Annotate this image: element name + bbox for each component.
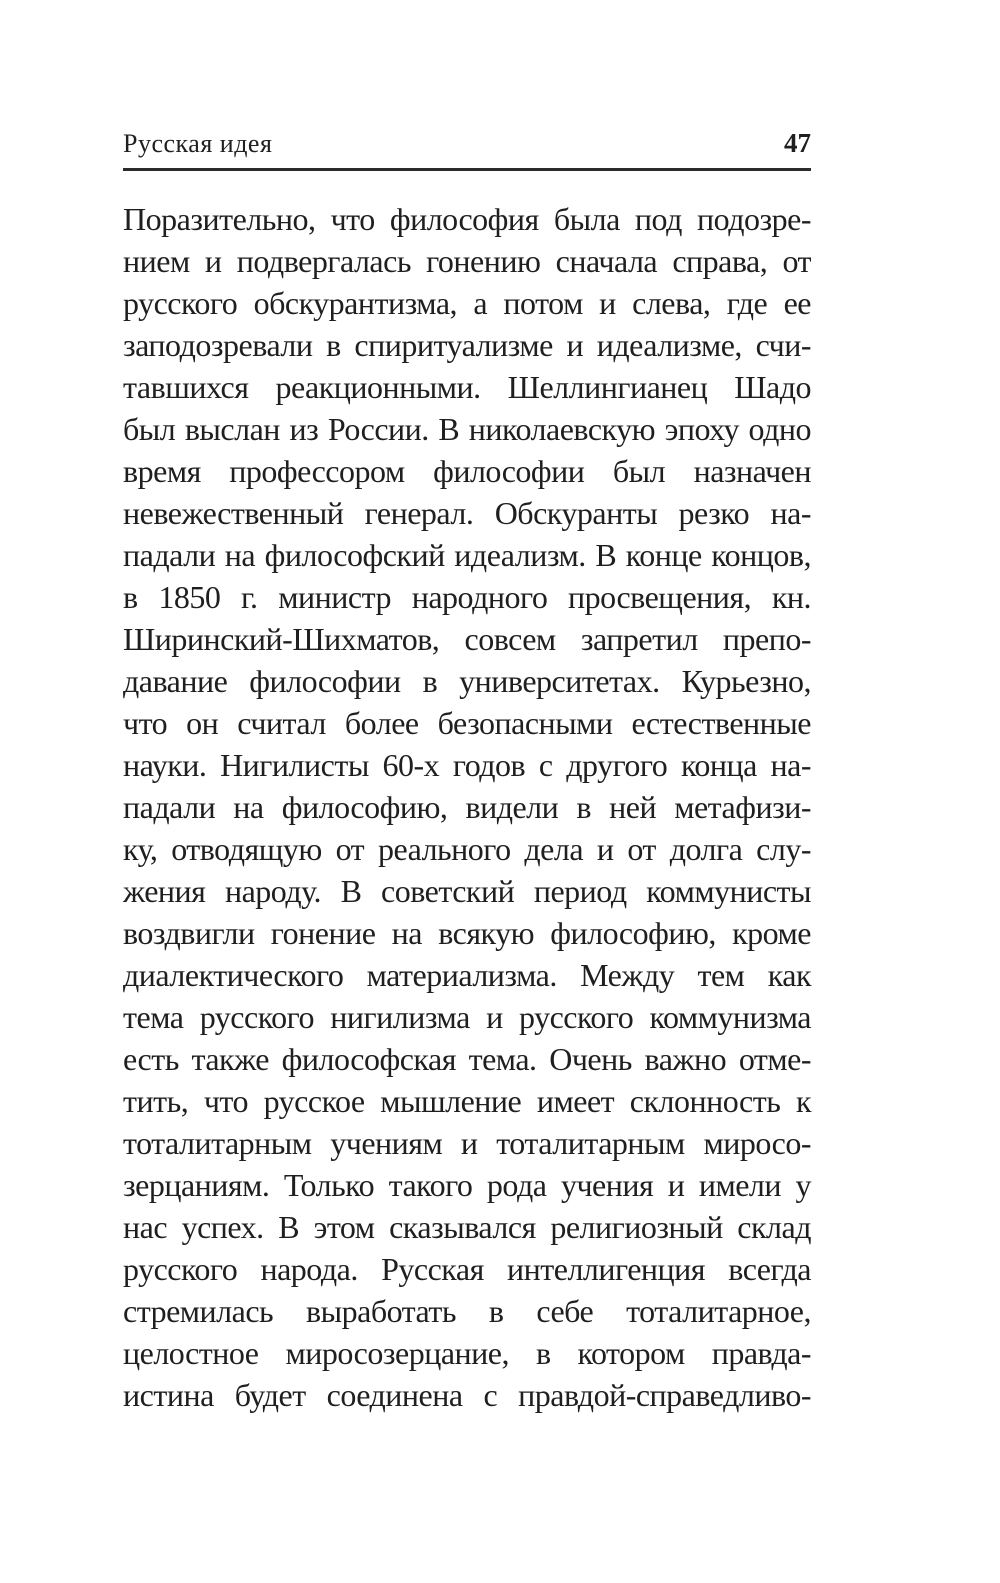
- text-line: невежественный генерал. Обскуранты резко на-: [123, 495, 811, 531]
- text-line: тоталитарным учениям и тоталитарным миросо-: [123, 1125, 811, 1161]
- page-number: 47: [784, 128, 811, 158]
- text-line: целостное миросозерцание, в котором правда-: [123, 1335, 811, 1371]
- text-line: тема русского нигилизма и русского коммунизма: [123, 999, 811, 1035]
- text-line: заподозревали в спиритуализме и идеализме, счи-: [123, 327, 811, 363]
- text-line: зерцаниям. Только такого рода учения и имели у: [123, 1167, 811, 1203]
- text-column: [123, 198, 811, 1416]
- text-line: русского обскурантизма, а потом и слева, где ее: [123, 285, 811, 321]
- text-line: Поразительно, что философия была под подозре-: [123, 201, 811, 237]
- text-line: нас успех. В этом сказывался религиозный склад: [123, 1209, 811, 1245]
- text-line: русского народа. Русская интеллигенция всегда: [123, 1251, 811, 1287]
- text-line: был выслан из России. В николаевскую эпоху одно: [123, 411, 811, 447]
- running-title: Русская идея: [123, 129, 273, 158]
- text-line: науки. Нигилисты 60-х годов с другого конца на-: [123, 747, 811, 783]
- text-line: время профессором философии был назначен: [123, 453, 811, 489]
- text-line: падали на философию, видели в ней метафизи-: [123, 789, 811, 825]
- text-line: Ширинский-Шихматов, совсем запретил препо-: [123, 621, 811, 657]
- text-line: тить, что русское мышление имеет склонность к: [123, 1083, 811, 1119]
- text-line: воздвигли гонение на всякую философию, кроме: [123, 915, 811, 951]
- text-line: в 1850 г. министр народного просвещения, кн.: [123, 579, 811, 615]
- text-line: истина будет соединена с правдой-справедливо-: [123, 1377, 811, 1413]
- text-line: тавшихся реакционными. Шеллингианец Шадо: [123, 369, 811, 405]
- text-line: что он считал более безопасными естественные: [123, 705, 811, 741]
- running-header: [123, 128, 811, 171]
- text-line: нием и подвергалась гонению сначала справа, от: [123, 243, 811, 279]
- text-line: стремилась выработать в себе тоталитарное,: [123, 1293, 811, 1329]
- text-line: есть также философская тема. Очень важно отме-: [123, 1041, 811, 1077]
- text-line: жения народу. В советский период коммунисты: [123, 873, 811, 909]
- text-line: давание философии в университетах. Курьезно,: [123, 663, 811, 699]
- text-line: падали на философский идеализм. В конце концов,: [123, 537, 811, 573]
- text-line: ку, отводящую от реального дела и от долга слу-: [123, 831, 811, 867]
- text-line: диалектического материализма. Между тем как: [123, 957, 811, 993]
